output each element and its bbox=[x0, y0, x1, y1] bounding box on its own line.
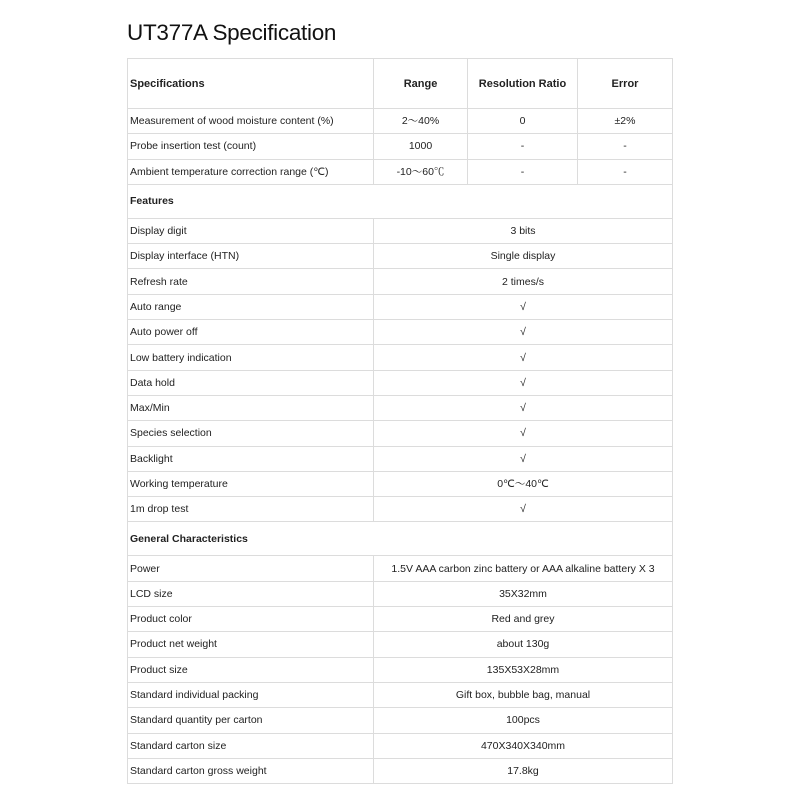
table-row bbox=[128, 320, 673, 345]
spec-name-cell: Ambient temperature correction range (℃) bbox=[128, 159, 374, 184]
table-row bbox=[128, 345, 673, 370]
item-name-cell: Standard carton size bbox=[128, 733, 374, 758]
item-value-cell: 135X53X28mm bbox=[374, 657, 673, 682]
table-row bbox=[128, 632, 673, 657]
item-name-cell: Max/Min bbox=[128, 395, 374, 420]
table-row bbox=[128, 421, 673, 446]
table-row bbox=[128, 134, 673, 159]
item-name-cell: LCD size bbox=[128, 581, 374, 606]
item-name-cell: Product net weight bbox=[128, 632, 374, 657]
item-value-cell: √ bbox=[374, 497, 673, 522]
item-value-cell: Single display bbox=[374, 244, 673, 269]
item-name-cell: Display digit bbox=[128, 218, 374, 243]
item-value-cell: Gift box, bubble bag, manual bbox=[374, 682, 673, 707]
item-name-cell: Display interface (HTN) bbox=[128, 244, 374, 269]
error-cell: ±2% bbox=[578, 109, 673, 134]
range-cell: 1000 bbox=[374, 134, 468, 159]
spec-name-cell: Measurement of wood moisture content (%) bbox=[128, 109, 374, 134]
item-name-cell: Standard carton gross weight bbox=[128, 758, 374, 783]
general-characteristics-heading: General Characteristics bbox=[128, 522, 673, 556]
header-cell-error: Error bbox=[578, 59, 673, 109]
item-value-cell: 3 bits bbox=[374, 218, 673, 243]
item-name-cell: Working temperature bbox=[128, 471, 374, 496]
item-value-cell: 100pcs bbox=[374, 708, 673, 733]
spec-name-cell: Probe insertion test (count) bbox=[128, 134, 374, 159]
item-name-cell: Standard quantity per carton bbox=[128, 708, 374, 733]
table-row bbox=[128, 159, 673, 184]
item-value-cell: 35X32mm bbox=[374, 581, 673, 606]
item-name-cell: Standard individual packing bbox=[128, 682, 374, 707]
range-cell: -10～60℃ bbox=[374, 159, 468, 184]
resolution-cell: - bbox=[468, 159, 578, 184]
section-heading-row bbox=[128, 522, 673, 556]
item-value-cell: 0℃～40℃ bbox=[374, 471, 673, 496]
item-name-cell: Product color bbox=[128, 607, 374, 632]
table-row bbox=[128, 497, 673, 522]
item-value-cell: √ bbox=[374, 345, 673, 370]
item-value-cell: √ bbox=[374, 395, 673, 420]
specification-table-body bbox=[128, 59, 673, 784]
item-name-cell: Refresh rate bbox=[128, 269, 374, 294]
item-value-cell: √ bbox=[374, 446, 673, 471]
table-row bbox=[128, 446, 673, 471]
table-row bbox=[128, 733, 673, 758]
features-heading: Features bbox=[128, 184, 673, 218]
table-row bbox=[128, 607, 673, 632]
item-value-cell: √ bbox=[374, 370, 673, 395]
item-value-cell: 470X340X340mm bbox=[374, 733, 673, 758]
item-value-cell: 1.5V AAA carbon zinc battery or AAA alkaline battery X 3 bbox=[374, 556, 673, 581]
item-value-cell: about 130g bbox=[374, 632, 673, 657]
item-value-cell: √ bbox=[374, 421, 673, 446]
item-name-cell: 1m drop test bbox=[128, 497, 374, 522]
item-name-cell: Backlight bbox=[128, 446, 374, 471]
item-name-cell: Low battery indication bbox=[128, 345, 374, 370]
table-row bbox=[128, 218, 673, 243]
range-cell: 2～40% bbox=[374, 109, 468, 134]
table-row bbox=[128, 758, 673, 783]
error-cell: - bbox=[578, 159, 673, 184]
error-cell: - bbox=[578, 134, 673, 159]
table-row bbox=[128, 556, 673, 581]
header-cell-resolution: Resolution Ratio bbox=[468, 59, 578, 109]
table-row bbox=[128, 581, 673, 606]
table-row bbox=[128, 370, 673, 395]
page-title: UT377A Specification bbox=[127, 20, 337, 45]
item-name-cell: Auto power off bbox=[128, 320, 374, 345]
section-heading-row bbox=[128, 184, 673, 218]
item-name-cell: Power bbox=[128, 556, 374, 581]
header-cell-range: Range bbox=[374, 59, 468, 109]
item-name-cell: Product size bbox=[128, 657, 374, 682]
item-value-cell: √ bbox=[374, 294, 673, 319]
table-header-row bbox=[128, 59, 673, 109]
table-row bbox=[128, 708, 673, 733]
item-value-cell: 17.8kg bbox=[374, 758, 673, 783]
resolution-cell: 0 bbox=[468, 109, 578, 134]
resolution-cell: - bbox=[468, 134, 578, 159]
specification-table bbox=[127, 58, 673, 784]
item-value-cell: Red and grey bbox=[374, 607, 673, 632]
item-name-cell: Data hold bbox=[128, 370, 374, 395]
table-row bbox=[128, 244, 673, 269]
item-value-cell: 2 times/s bbox=[374, 269, 673, 294]
table-row bbox=[128, 471, 673, 496]
table-row bbox=[128, 269, 673, 294]
table-row bbox=[128, 294, 673, 319]
item-name-cell: Species selection bbox=[128, 421, 374, 446]
header-cell-specifications: Specifications bbox=[128, 59, 374, 109]
table-row bbox=[128, 657, 673, 682]
table-row bbox=[128, 395, 673, 420]
table-row bbox=[128, 109, 673, 134]
table-row bbox=[128, 682, 673, 707]
item-value-cell: √ bbox=[374, 320, 673, 345]
item-name-cell: Auto range bbox=[128, 294, 374, 319]
